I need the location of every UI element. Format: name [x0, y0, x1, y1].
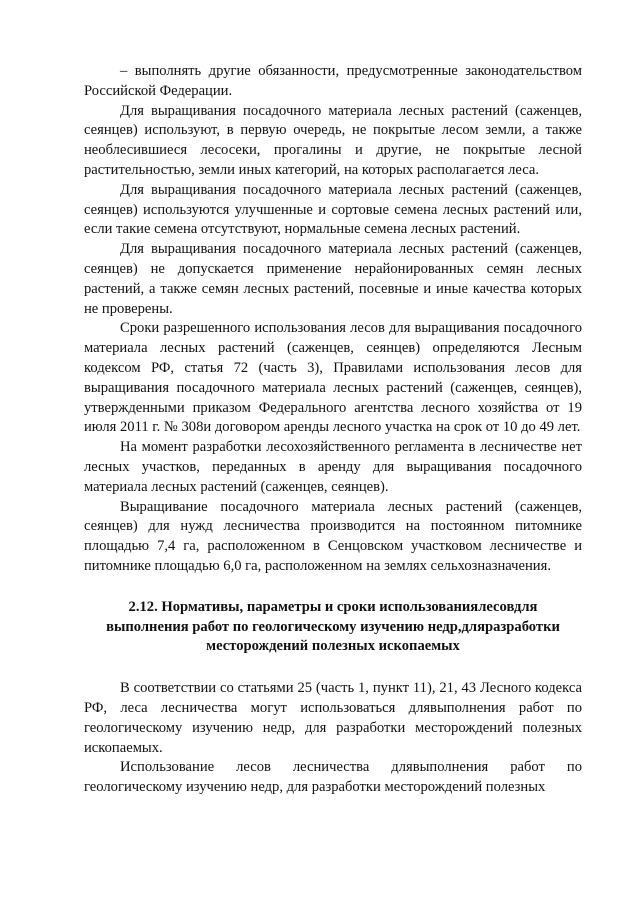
paragraph-nursery: Выращивание посадочного материала лесных растений (саженцев, сеянцев) для нужд лесничества производится на постоянном питомнике площадью 7,4 га, расположенном в Сенцовском участковом лесничестве и питомнике площадью 6,0 га, расположенном на землях сельхозназначения.	[84, 498, 582, 574]
paragraph-duties: – выполнять другие обязанности, предусмотренные законодательством Российской Федерации.	[84, 63, 582, 99]
paragraph-legal-basis: В соответствии со статьями 25 (часть 1, пункт 11), 21, 43 Лесного кодекса РФ, леса лесничества могут использоваться длявыполнения работ по геологическому изучению недр, для разработки месторождений полезных ископаемых.	[84, 680, 582, 756]
paragraph-usage: Использование лесов лесничества длявыполнения работ по геологическому изучению недр, для разработки месторождений полезных	[84, 759, 582, 796]
document-page	[84, 62, 582, 798]
paragraph-land-use: Для выращивания посадочного материала лесных растений (саженцев, сеянцев) используют, в первую очередь, не покрытые лесом земли, а также необлесившиеся лесосеки, прогалины и другие, не покрытые лесной растительностью, земли иных категорий, на которых располагается леса.	[84, 102, 582, 178]
section-heading-line-2: выполнения работ по геологическому изучению недр,дляразработки	[106, 618, 560, 635]
paragraph-lease: На момент разработки лесохозяйственного регламента в лесничестве нет лесных участков, переданных в аренду для выращивания посадочного материала лесных растений (саженцев, сеянцев).	[84, 439, 582, 495]
section-heading	[84, 598, 582, 657]
section-heading-line-1: 2.12. Нормативы, параметры и сроки использованиялесовдля	[128, 598, 538, 615]
section-heading-line-3: месторождений полезных ископаемых	[206, 638, 460, 655]
paragraph-seeds-quality: Для выращивания посадочного материала лесных растений (саженцев, сеянцев) используются улучшенные и сортовые семена лесных растений или, если такие семена отсутствуют, нормальные семена лесных растений.	[84, 181, 582, 238]
paragraph-seeds-restriction: Для выращивания посадочного материала лесных растений (саженцев, сеянцев) не допускается применение нерайонированных семян лесных растений, а также семян лесных растений, посевные и иные качества которых не проверены.	[84, 241, 582, 317]
paragraph-terms: Сроки разрешенного использования лесов для выращивания посадочного материала лесных растений (саженцев, сеянцев) определяются Лесным кодексом РФ, статья 72 (часть 3), Правилами использования лесов для выращивания посадочного материала лесных растений (саженцев, сеянцев), утвержденными приказом Федерального агентства лесного хозяйства от 19 июля 2011 г. № 308и договором аренды лесного участка на срок от 10 до 49 лет.	[84, 320, 582, 436]
